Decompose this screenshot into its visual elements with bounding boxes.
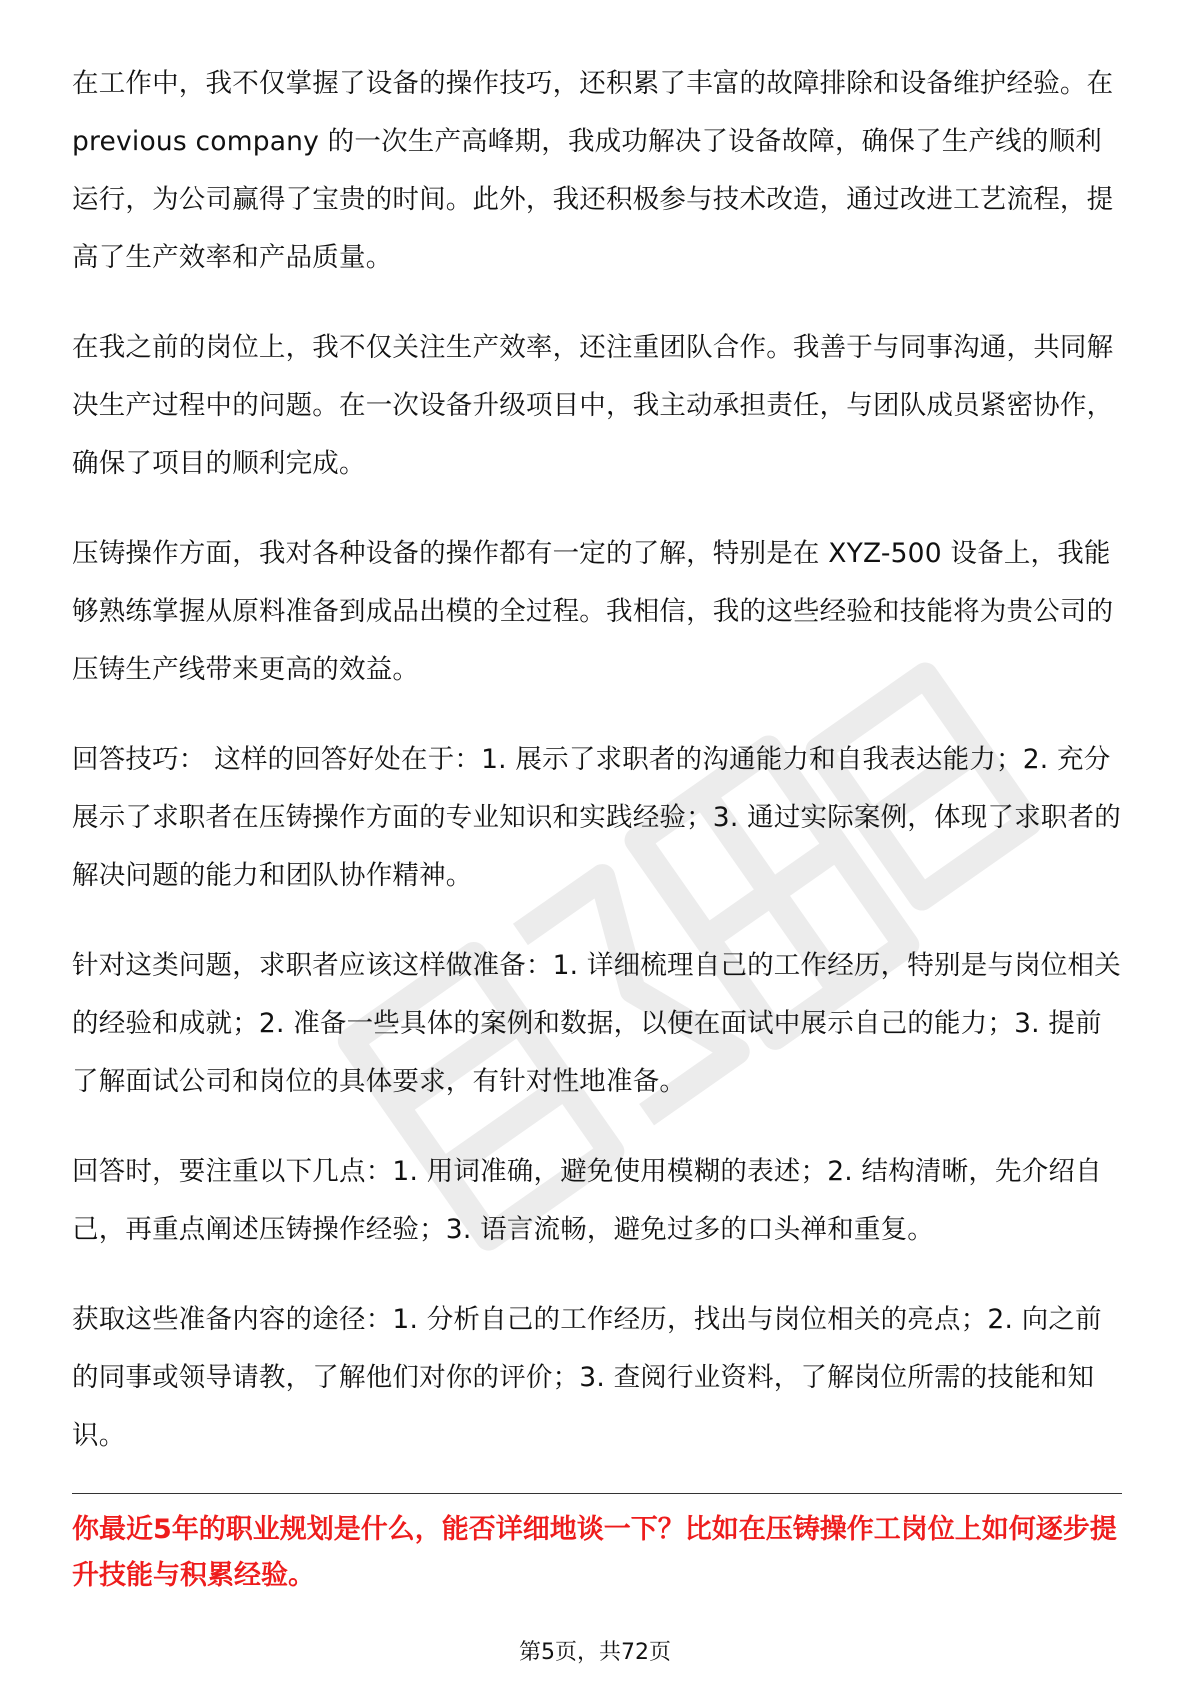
paragraph-answer-points: 回答时，要注重以下几点：1. 用词准确，避免使用模糊的表述；2. 结构清晰，先介绍自己，再重点阐述压铸操作经验；3. 语言流畅，避免过多的口头禅和重复。	[72, 1156, 1102, 1245]
paragraph-die-casting: 压铸操作方面，我对各种设备的操作都有一定的了解，特别是在 XYZ-500 设备上，我能够熟练掌握从原料准备到成品出模的全过程。我相信，我的这些经验和技能将为贵公司的压铸生产线带来更高的效益。	[72, 538, 1114, 685]
body-text	[72, 55, 1122, 1497]
paragraph-sources: 获取这些准备内容的途径：1. 分析自己的工作经历，找出与岗位相关的亮点；2. 向之前的同事或领导请教，了解他们对你的评价；3. 查阅行业资料，了解岗位所需的技能和知识。	[72, 1304, 1102, 1451]
interview-question: 你最近5年的职业规划是什么，能否详细地谈一下？比如在压铸操作工岗位上如何逐步提升技能与积累经验。	[72, 1514, 1117, 1591]
paragraph-experience: 在工作中，我不仅掌握了设备的操作技巧，还积累了丰富的故障排除和设备维护经验。在 previous company 的一次生产高峰期，我成功解决了设备故障，确保了生产线的顺利运行，为公司赢得了宝贵的时间。此外，我还积极参与技术改造，通过改进工艺流程，提高了生产效率和产品质量。	[72, 68, 1114, 273]
page-number: 第5页，共72页	[519, 1640, 671, 1665]
paragraph-answer-tips: 回答技巧： 这样的回答好处在于：1. 展示了求职者的沟通能力和自我表达能力；2. 充分展示了求职者在压铸操作方面的专业知识和实践经验；3. 通过实际案例，体现了求职者的解决问题的能力和团队协作精神。	[72, 744, 1121, 891]
section-divider	[72, 1493, 1122, 1494]
paragraph-preparation: 针对这类问题，求职者应该这样做准备：1. 详细梳理自己的工作经历，特别是与岗位相关的经验和成就；2. 准备一些具体的案例和数据，以便在面试中展示自己的能力；3. 提前了解面试公司和岗位的具体要求，有针对性地准备。	[72, 950, 1121, 1097]
paragraph-teamwork: 在我之前的岗位上，我不仅关注生产效率，还注重团队合作。我善于与同事沟通，共同解决生产过程中的问题。在一次设备升级项目中，我主动承担责任，与团队成员紧密协作，确保了项目的顺利完成。	[72, 332, 1114, 479]
